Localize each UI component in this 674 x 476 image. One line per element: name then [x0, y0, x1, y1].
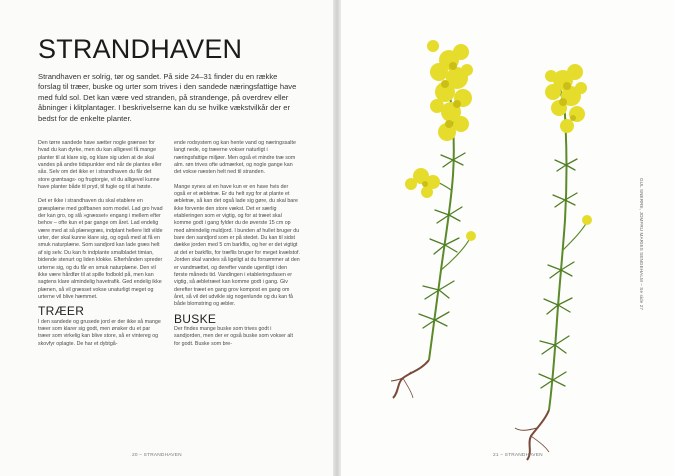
- body-paragraph: Mange synes at en have kun er en have hvis der også er et æbletræ. Er du helt syg for at plante et æbletræ, så kan det også lade sig gøre, du skal bare ikke forvente den store vækst. Det er særlig etableringen som er vigtig, og for at træet skal komme godt i gang fylder du de øverste 15 cm op med almindelig muldjord. I bunden af hullet bruger du bare den sandjord som er på stedet. Du kan til sidst dække jorden med 5 cm barkflis, og her er det vigtigt at det er barkflis, for træflis bruger for meget kvælstof. Jorden skal vandes så ligeligt at du forsømmer at den er vandmættet, og derefter vande ugentligt i den første måneds tid. Vandingen i etableringsfasen er vigtig, så æbletræet kan komme godt i gang. Giv derefter træet en gang grov kompost en gang om året, så vil det udvikle sig nogenlunde og du kan få både blomstring og æbler.: [174, 183, 300, 308]
- intro-paragraph: Strandhaven er solrig, tør og sandet. På side 24–31 finder du en række forslag til træer, buske og urter som trives i den sandede næringsfattige have med fuld sol. Det kan være ved stranden, på strandenge, på overdrev eller åbninger i klitplantager. I beskrivelserne kan du se hvilke vækstvilkår der er bedst for de enkelte planter.: [38, 72, 297, 123]
- body-paragraph: Den tørre sandede have sætter nogle grænser for hvad du kan dyrke, men du kan alligevel få mange planter til at klare sig, og klare sig uden at de skal vandes på andre tidspunkter end når de plantes eller sås. Selv om det ikke er i strandhaven du får det store grøntsags- og frugtorgie, vil du alligevel kunne have planter både til pryd, til fugle og til at høste.: [38, 140, 162, 191]
- section-heading-buske: BUSKE: [174, 311, 217, 326]
- body-paragraph: Det er ikke i strandhaven du skal etablere en græsplæne med golfbanen som model. Lad gro hvad der kan gro, og slå »græsset« engang i mellem efter behov – ofte kun et par gange om året. Lad endelig være med at så plænegræs, indplant hellere lidt vilde urter, der skal kunne klare sig, og også med at få en smuk naturplæne. Som sandjord kan lade græs helt af sig selv. Du kan fx indplante smalbladet timian, bidende stenurt og liden klokke. Efterhånden spreder urterne sig, og du får en smuk naturplæne. Den vil ikke være hårdfør til at spille fodbold på, men kan sagtens klare almindelig havetrafik. Ged endelig ikke plænen, så vil græsset vokse unaturligt meget og urterne vil blive hæmmet.: [38, 198, 163, 300]
- book-gutter: [333, 0, 341, 476]
- text-column-2: [174, 140, 300, 355]
- body-paragraph: I den sandede og grusede jord er der ikke så mange træer som klarer sig godt, men ønsker du et par træer som virkelig kan blive store, så er vintereg og skovfyr oplagte. De har et dybtgå-: [38, 318, 161, 347]
- yellow-bedstraw-plant-icon: [341, 0, 674, 476]
- section-heading-traer: TRÆER: [38, 304, 85, 319]
- page-number-right: 21 – STRANDHAVEN: [493, 453, 543, 458]
- text-column-1: [38, 140, 164, 355]
- left-page: [0, 0, 333, 476]
- side-caption-text: GUL SNERRE, JOMFRU MARIES SENGEHALM – Se side 27: [639, 178, 644, 311]
- body-paragraph: ende rodsystem og kan hente vand og næringssalte langt nede, og træerne vokser naturligt i næringsfattige miljøer. Men også et mindre træ som alm. røn trives ofte udmærket, og nogle gange kan det vokse næsten helt ned til stranden.: [174, 140, 296, 176]
- page-title: STRANDHAVEN: [38, 34, 243, 64]
- body-paragraph: Der findes mange buske som trives godt i sandjorden, men der er også buske som vokser alt for godt. Buske som bre-: [174, 325, 293, 347]
- page-number-left: 20 – STRANDHAVEN: [132, 453, 182, 458]
- side-caption: [636, 178, 644, 348]
